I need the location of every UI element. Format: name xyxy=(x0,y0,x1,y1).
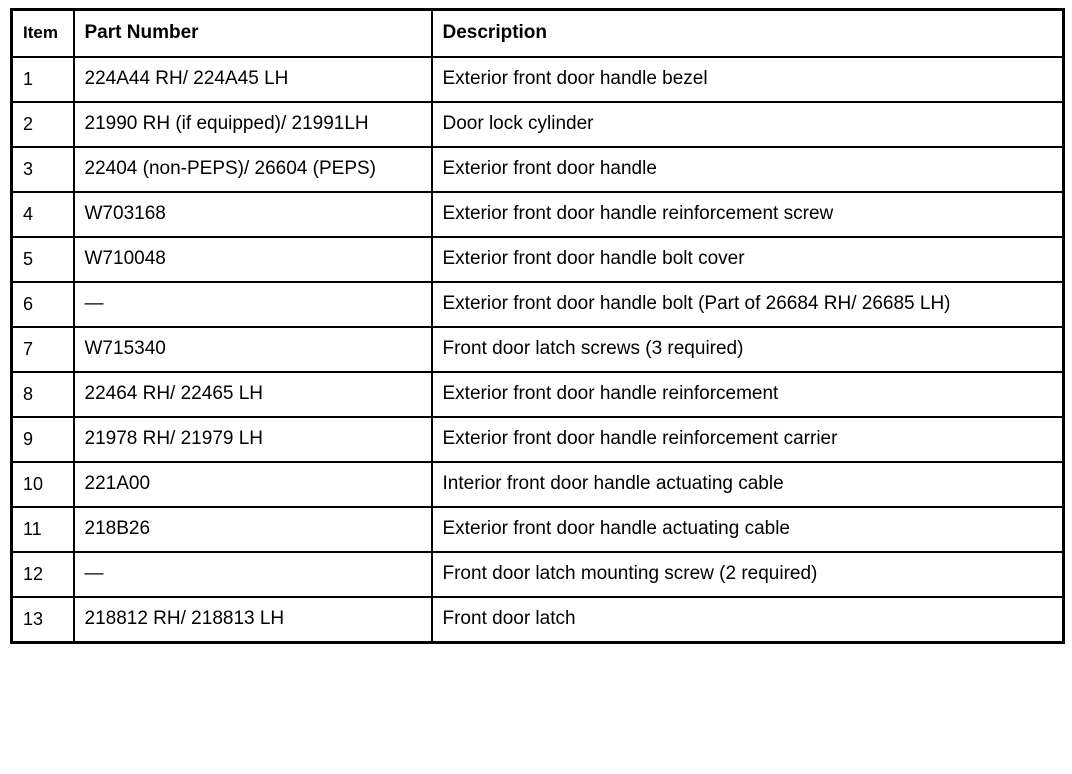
cell-description: Interior front door handle actuating cable xyxy=(432,462,1064,507)
table-row xyxy=(12,597,1064,643)
cell-part-number: 21990 RH (if equipped)/ 21991LH xyxy=(74,102,432,147)
table-row xyxy=(12,417,1064,462)
table-row xyxy=(12,507,1064,552)
table-row xyxy=(12,552,1064,597)
cell-description: Exterior front door handle xyxy=(432,147,1064,192)
cell-description: Exterior front door handle bezel xyxy=(432,57,1064,102)
cell-item: 13 xyxy=(12,597,74,643)
cell-description: Exterior front door handle reinforcement xyxy=(432,372,1064,417)
column-header-part-number: Part Number xyxy=(74,10,432,58)
table-row xyxy=(12,237,1064,282)
parts-table xyxy=(10,8,1065,644)
table-header-row xyxy=(12,10,1064,58)
cell-item: 12 xyxy=(12,552,74,597)
cell-part-number: 21978 RH/ 21979 LH xyxy=(74,417,432,462)
cell-item: 2 xyxy=(12,102,74,147)
table-row xyxy=(12,192,1064,237)
column-header-item: Item xyxy=(12,10,74,58)
table-header xyxy=(12,10,1064,58)
cell-part-number: W715340 xyxy=(74,327,432,372)
cell-part-number: 218B26 xyxy=(74,507,432,552)
cell-part-number: 218812 RH/ 218813 LH xyxy=(74,597,432,643)
cell-item: 10 xyxy=(12,462,74,507)
cell-part-number: 221A00 xyxy=(74,462,432,507)
cell-item: 5 xyxy=(12,237,74,282)
table-row xyxy=(12,147,1064,192)
cell-description: Exterior front door handle actuating cable xyxy=(432,507,1064,552)
column-header-description: Description xyxy=(432,10,1064,58)
table-row xyxy=(12,327,1064,372)
cell-description: Door lock cylinder xyxy=(432,102,1064,147)
cell-item: 9 xyxy=(12,417,74,462)
cell-part-number: W703168 xyxy=(74,192,432,237)
cell-description: Exterior front door handle reinforcement screw xyxy=(432,192,1064,237)
cell-part-number: W710048 xyxy=(74,237,432,282)
table-row xyxy=(12,282,1064,327)
cell-description: Front door latch screws (3 required) xyxy=(432,327,1064,372)
cell-description: Exterior front door handle bolt (Part of 26684 RH/ 26685 LH) xyxy=(432,282,1064,327)
cell-part-number: — xyxy=(74,552,432,597)
table-row xyxy=(12,102,1064,147)
cell-part-number: 224A44 RH/ 224A45 LH xyxy=(74,57,432,102)
table-body xyxy=(12,57,1064,643)
cell-item: 7 xyxy=(12,327,74,372)
cell-item: 1 xyxy=(12,57,74,102)
table-row xyxy=(12,372,1064,417)
cell-item: 4 xyxy=(12,192,74,237)
cell-part-number: 22464 RH/ 22465 LH xyxy=(74,372,432,417)
cell-description: Exterior front door handle reinforcement carrier xyxy=(432,417,1064,462)
table-row xyxy=(12,57,1064,102)
cell-item: 3 xyxy=(12,147,74,192)
cell-part-number: 22404 (non-PEPS)/ 26604 (PEPS) xyxy=(74,147,432,192)
cell-description: Exterior front door handle bolt cover xyxy=(432,237,1064,282)
cell-description: Front door latch mounting screw (2 required) xyxy=(432,552,1064,597)
cell-description: Front door latch xyxy=(432,597,1064,643)
cell-item: 6 xyxy=(12,282,74,327)
table-row xyxy=(12,462,1064,507)
cell-part-number: — xyxy=(74,282,432,327)
cell-item: 11 xyxy=(12,507,74,552)
cell-item: 8 xyxy=(12,372,74,417)
